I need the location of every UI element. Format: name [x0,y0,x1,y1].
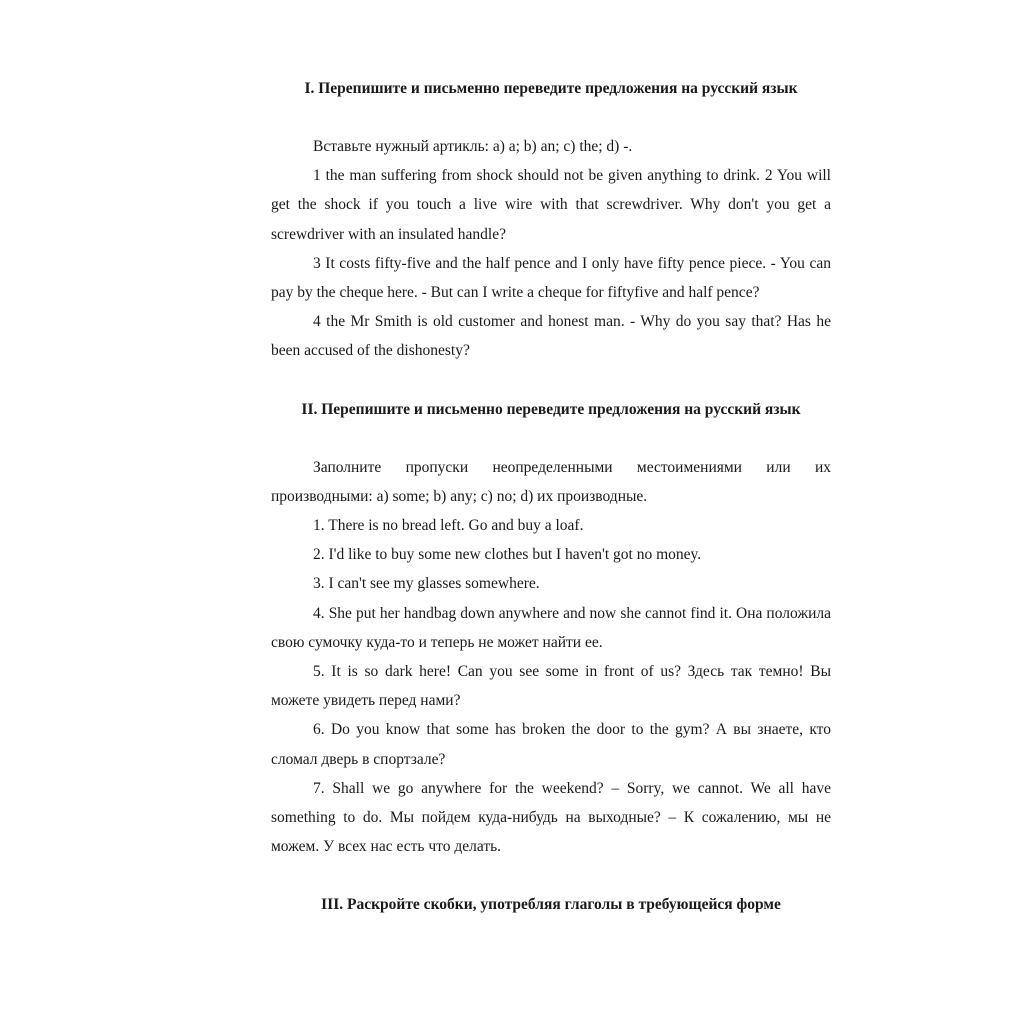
exercise-item: 4. She put her handbag down anywhere and now she cannot find it. Она положила свою сумочку куда-то и теперь не может найти ее. [271,604,831,651]
exercise-item: 1. There is no bread left. Go and buy a loaf. [313,517,584,535]
section-heading: II. Перепишите и письменно переведите предложения на русский язык [301,400,801,418]
exercise-paragraph: 1 the man suffering from shock should not be given anything to drink. 2 You will get the shock if you touch a live wire with that screwdriver. Why don't you get a screwdriver with an insulated handle? [271,167,831,243]
exercise-item: 7. Shall we go anywhere for the weekend? – Sorry, we cannot. We all have something to do. Мы пойдем куда-нибудь на выходные? – К сожалению, мы не можем. У всех нас есть что делать. [271,779,831,856]
exercise-item: 5. It is so dark here! Can you see some in front of us? Здесь так темно! Вы можете увидеть перед нами? [271,663,831,710]
section-1 [271,74,831,366]
exercise-item: 2. I'd like to buy some new clothes but I haven't got no money. [313,546,702,564]
section-3 [271,890,831,919]
exercise-paragraph: 3 It costs fifty-five and the half pence and I only have fifty pence piece. - You can pay by the cheque here. - But can I write a cheque for fiftyfive and half pence? [271,254,831,302]
section-2 [271,395,831,862]
instruction-paragraph: Вставьте нужный артикль: a) a; b) an; c) the; d) -. [313,138,633,155]
instruction-paragraph: Заполните пропуски неопределенными местоимениями или их производными: a) some; b) any; c) no; d) их производные. [271,458,831,505]
exercise-item: 3. I can't see my glasses somewhere. [313,575,540,593]
document-page [271,74,831,919]
exercise-item: 6. Do you know that some has broken the door to the gym? А вы знаете, кто сломал дверь в спортзале? [271,721,831,768]
exercise-paragraph: 4 the Mr Smith is old customer and honest man. - Why do you say that? Has he been accused of the dishonesty? [271,313,831,360]
section-heading: III. Раскройте скобки, употребляя глаголы в требующейся форме [321,896,781,914]
section-heading: I. Перепишите и письменно переведите предложения на русский язык [304,80,798,97]
